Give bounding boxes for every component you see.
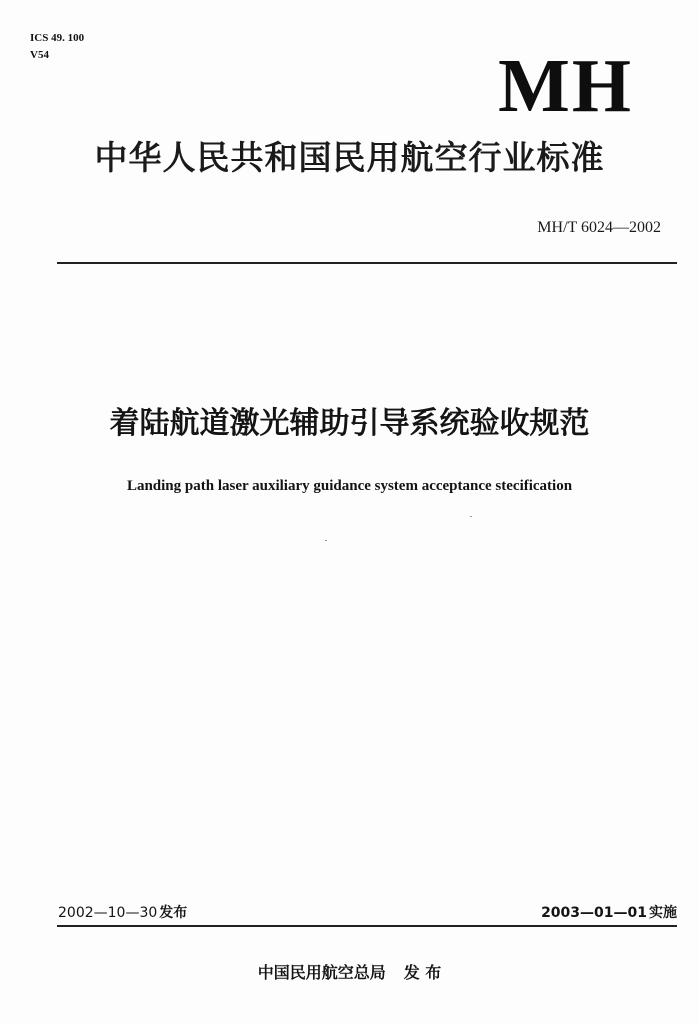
issue-label: 发布 <box>159 905 188 921</box>
standard-category-title: 中华人民共和国民用航空行业标准 <box>94 138 605 177</box>
footer-divider <box>57 925 677 927</box>
implementation-label: 实施 <box>649 905 677 921</box>
issue-date-line <box>58 903 187 923</box>
mh-logo: MH <box>498 44 633 128</box>
issuing-authority-line <box>0 962 699 984</box>
ics-code: ICS 49. 100 <box>30 32 85 44</box>
ccs-code: V54 <box>30 49 49 61</box>
issue-date: 2002—10—30 <box>58 905 158 921</box>
implementation-date-line <box>541 903 677 923</box>
document-title-chinese: 着陆航道激光辅助引导系统验收规范 <box>109 406 590 441</box>
issuing-action: 发 布 <box>403 963 442 982</box>
document-title-english: Landing path laser auxiliary guidance system acceptance stecification <box>126 478 573 494</box>
scan-speck <box>325 540 327 541</box>
implementation-date: 2003—01—01 <box>541 905 647 921</box>
standard-number: MH/T 6024—2002 <box>537 219 661 236</box>
header-divider <box>57 262 677 264</box>
issuing-authority: 中国民用航空总局 <box>257 963 386 982</box>
scan-speck <box>470 516 472 517</box>
classification-codes <box>30 30 84 64</box>
